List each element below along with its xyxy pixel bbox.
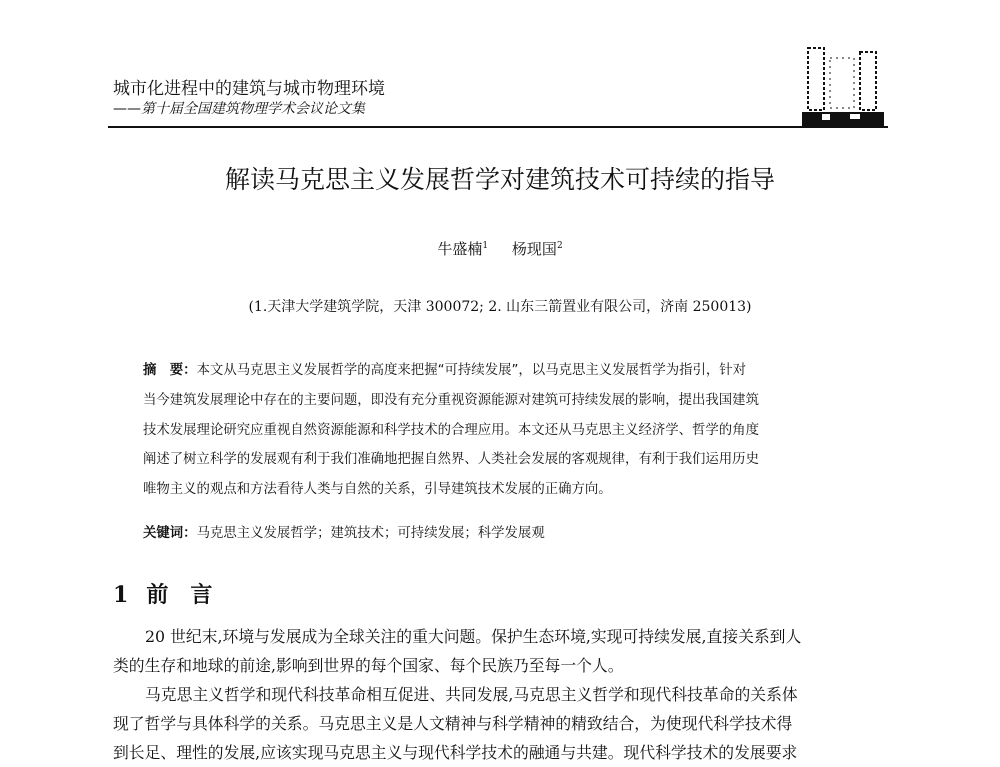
proceedings-subtitle: ——第十届全国建筑物理学术会议论文集 — [113, 101, 365, 117]
keywords-label: 关键词： — [143, 526, 197, 541]
author-name: 杨现国 — [511, 240, 557, 258]
section-heading — [113, 578, 212, 609]
body-line: 到长足、理性的发展,应该实现马克思主义与现代科学技术的融通与共建。现代科学技术的发展要求 — [113, 743, 798, 762]
section-number: 1 — [113, 582, 129, 608]
author-affiliation-mark: 1 — [482, 241, 489, 251]
keywords — [143, 522, 545, 541]
abstract-line: 技术发展理论研究应重视自然资源能源和科学技术的合理应用。本文还从马克思主义经济学、哲学的角度 — [143, 422, 759, 438]
body-line: 20 世纪末,环境与发展成为全球关注的重大问题。保护生态环境,实现可持续发展,直接关系到人 — [145, 627, 802, 646]
abstract-line: 阐述了树立科学的发展观有利于我们准确地把握自然界、人类社会发展的客观规律，有利于我们运用历史 — [143, 452, 759, 468]
conference-building-logo — [800, 44, 886, 128]
abstract-line: 本文从马克思主义发展哲学的高度来把握“可持续发展”，以马克思主义发展哲学为指引，针对 — [196, 363, 747, 378]
body-line: 现了哲学与具体科学的关系。马克思主义是人文精神与科学精神的精致结合，为使现代科学技术得 — [113, 714, 793, 733]
keywords-list: 马克思主义发展哲学；建筑技术；可持续发展；科学发展观 — [196, 526, 545, 541]
proceedings-series-title: 城市化进程中的建筑与城市物理环境 — [113, 79, 385, 99]
header-rule — [108, 126, 888, 128]
abstract-line: 当今建筑发展理论中存在的主要问题，即没有充分重视资源能源对建筑可持续发展的影响，提出我国建筑 — [143, 392, 759, 408]
author-name: 牛盛楠 — [437, 240, 483, 258]
body-line: 马克思主义哲学和现代科技革命相互促进、共同发展,马克思主义哲学和现代科技革命的关系体 — [145, 685, 798, 704]
abstract — [143, 356, 863, 505]
abstract-label: 摘 要： — [143, 363, 197, 378]
body-text — [113, 622, 893, 767]
article-title: 解读马克思主义发展哲学对建筑技术可持续的指导 — [224, 165, 775, 194]
abstract-line: 唯物主义的观点和方法看待人类与自然的关系，引导建筑技术发展的正确方向。 — [143, 482, 612, 498]
authors — [0, 238, 1000, 259]
author-affiliation-mark: 2 — [556, 241, 563, 251]
affiliation: (1.天津大学建筑学院，天津 300072; 2. 山东三箭置业有限公司，济南 250013) — [248, 299, 752, 315]
section-title: 前 言 — [146, 582, 213, 608]
body-line: 类的生存和地球的前途,影响到世界的每个国家、每个民族乃至每一个人。 — [113, 656, 624, 675]
